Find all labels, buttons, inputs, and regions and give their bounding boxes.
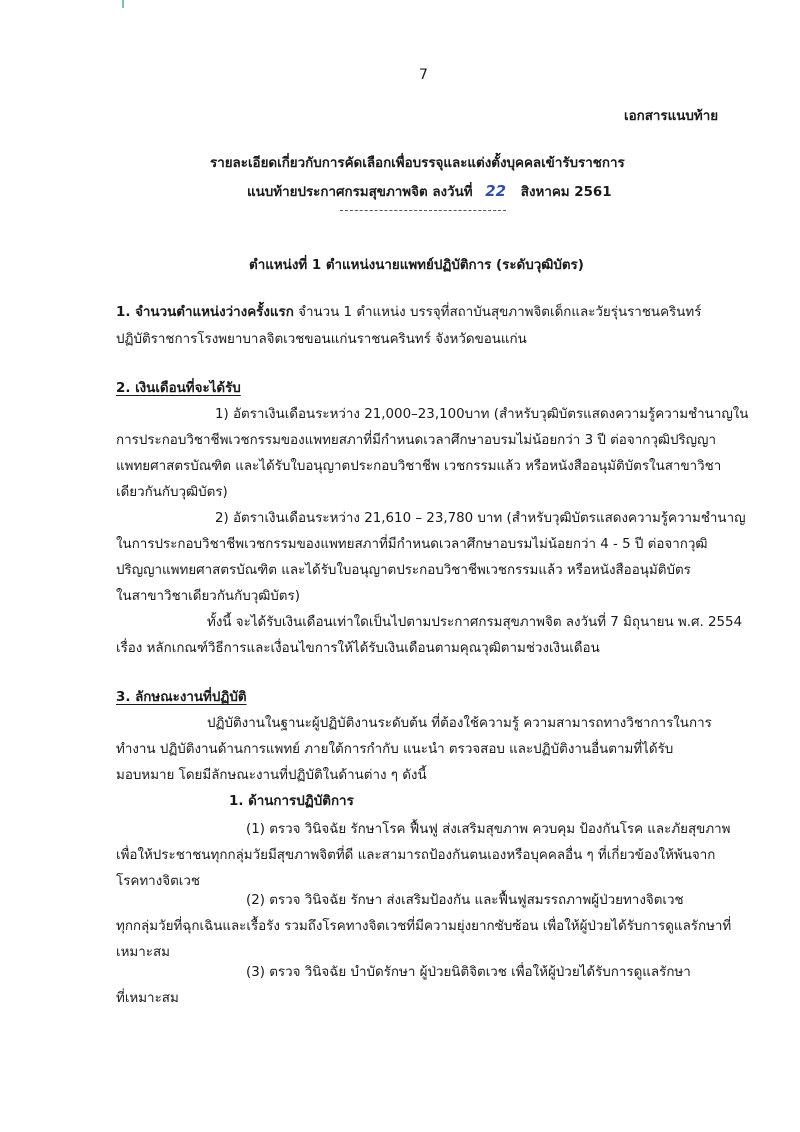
title-line-2	[247, 184, 612, 199]
duty-2-line-3: เหมาะสม	[116, 945, 170, 960]
section3-heading: 3. ลักษณะงานที่ปฏิบัติ	[116, 690, 247, 705]
handwritten-day: 22	[485, 182, 507, 200]
section2-heading: 2. เงินเดือนที่จะได้รับ	[116, 381, 241, 396]
section1-line-1-text: จำนวน 1 ตำแหน่ง บรรจุที่สถาบันสุขภาพจิตเด็กและวัยรุ่นราชนครินทร์	[298, 305, 702, 320]
salary-note-line-1: ทั้งนี้ จะได้รับเงินเดือนเท่าใดเป็นไปตามประกาศกรมสุขภาพจิต ลงวันที่ 7 มิถุนายน พ.ศ. 2554	[207, 615, 743, 630]
duty-1-line-1: (1) ตรวจ วินิจฉัย รักษาโรค ฟื้นฟู ส่งเสริมสุขภาพ ควบคุม ป้องกันโรค และภัยสุขภาพ	[246, 822, 731, 837]
title-date-suffix: สิงหาคม 2561	[520, 185, 612, 200]
salary-item-1-line-2: การประกอบวิชาชีพเวชกรรมของแพทยสภาที่มีกำหนดเวลาศึกษาอบรมไม่น้อยกว่า 3 ปี ต่อจากวุฒิปริญญา	[116, 433, 716, 448]
title-line-1: รายละเอียดเกี่ยวกับการคัดเลือกเพื่อบรรจุและแต่งตั้งบุคคลเข้ารับราชการ	[210, 156, 625, 171]
salary-item-1-line-4: เดียวกันกับวุฒิบัตร)	[116, 485, 228, 500]
duty-2-line-1: (2) ตรวจ วินิจฉัย รักษา ส่งเสริมป้องกัน และฟื้นฟูสมรรถภาพผู้ป่วยทางจิตเวช	[246, 893, 684, 908]
job-intro-line-3: มอบหมาย โดยมีลักษณะงานที่ปฏิบัติในด้านต่าง ๆ ดังนี้	[116, 768, 427, 783]
duty-1-line-2: เพื่อให้ประชาชนทุกกลุ่มวัยมีสุขภาพจิตที่ดี และสามารถป้องกันตนเองหรือบุคคลอื่น ๆ ที่เกี่ยวข้องให้พ้นจาก	[116, 848, 716, 863]
position-heading: ตำแหน่งที่ 1 ตำแหน่งนายแพทย์ปฏิบัติการ (ระดับวุฒิบัตร)	[249, 258, 584, 273]
salary-item-2-line-4: ในสาขาวิชาเดียวกันกับวุฒิบัตร)	[116, 589, 300, 604]
attachment-label: เอกสารแนบท้าย	[624, 109, 719, 124]
job-intro-line-2: ทำงาน ปฏิบัติงานด้านการแพทย์ ภายใต้การกำกับ แนะนำ ตรวจสอบ และปฏิบัติงานอื่นตามที่ได้รับ	[116, 742, 674, 757]
page-number: 7	[419, 67, 428, 83]
salary-item-1-line-3: แพทยศาสตรบัณฑิต และได้รับใบอนุญาตประกอบวิชาชีพ เวชกรรมแล้ว หรือหนังสืออนุมัติบัตรในสาขาวิชา	[116, 459, 722, 474]
duty-1-line-3: โรคทางจิตเวช	[116, 874, 200, 889]
duty-3-line-1: (3) ตรวจ วินิจฉัย บำบัดรักษา ผู้ป่วยนิติจิตเวช เพื่อให้ผู้ป่วยได้รับการดูแลรักษา	[246, 965, 691, 980]
salary-item-1-line-1: 1) อัตราเงินเดือนระหว่าง 21,000–23,100บาท (สำหรับวุฒิบัตรแสดงความรู้ความชำนาญใน	[215, 407, 749, 422]
title-date-prefix: แนบท้ายประกาศกรมสุขภาพจิต ลงวันที่	[247, 185, 473, 200]
job-intro-line-1: ปฏิบัติงานในฐานะผู้ปฏิบัติงานระดับต้น ที่ต้องใช้ความรู้ ความสามารถทางวิชาการในการ	[207, 716, 712, 731]
section1-heading: 1. จำนวนตำแหน่งว่างครั้งแรก	[116, 305, 294, 320]
title-divider	[340, 210, 506, 211]
salary-item-2-line-1: 2) อัตราเงินเดือนระหว่าง 21,610 – 23,780 บาท (สำหรับวุฒิบัตรแสดงความรู้ความชำนาญ	[215, 511, 746, 526]
salary-item-2-line-3: ปริญญาแพทยศาสตรบัณฑิต และได้รับใบอนุญาตประกอบวิชาชีพเวชกรรมแล้ว หรือหนังสืออนุมัติบัตร	[116, 563, 691, 578]
duty-3-line-2: ที่เหมาะสม	[116, 991, 179, 1006]
operations-subheading: 1. ด้านการปฏิบัติการ	[229, 794, 354, 809]
scan-edge-mark	[122, 0, 124, 8]
duty-2-line-2: ทุกกลุ่มวัยที่ฉุกเฉินและเรื้อรัง รวมถึงโรคทางจิตเวชที่มีความยุ่งยากซับซ้อน เพื่อให้ผู้ป่วยได้รับการดูแลรักษาที่	[116, 919, 732, 934]
section1-line-1	[116, 306, 701, 319]
section1-line-2: ปฏิบัติราชการโรงพยาบาลจิตเวชขอนแก่นราชนครินทร์ จังหวัดขอนแก่น	[116, 332, 527, 347]
salary-note-line-2: เรื่อง หลักเกณฑ์วิธีการและเงื่อนไขการให้ได้รับเงินเดือนตามคุณวุฒิตามช่วงเงินเดือน	[116, 641, 600, 656]
salary-item-2-line-2: ในการประกอบวิชาชีพเวชกรรมของแพทยสภาที่มีกำหนดเวลาศึกษาอบรมไม่น้อยกว่า 4 - 5 ปี ต่อจากวุฒิ	[116, 537, 708, 552]
